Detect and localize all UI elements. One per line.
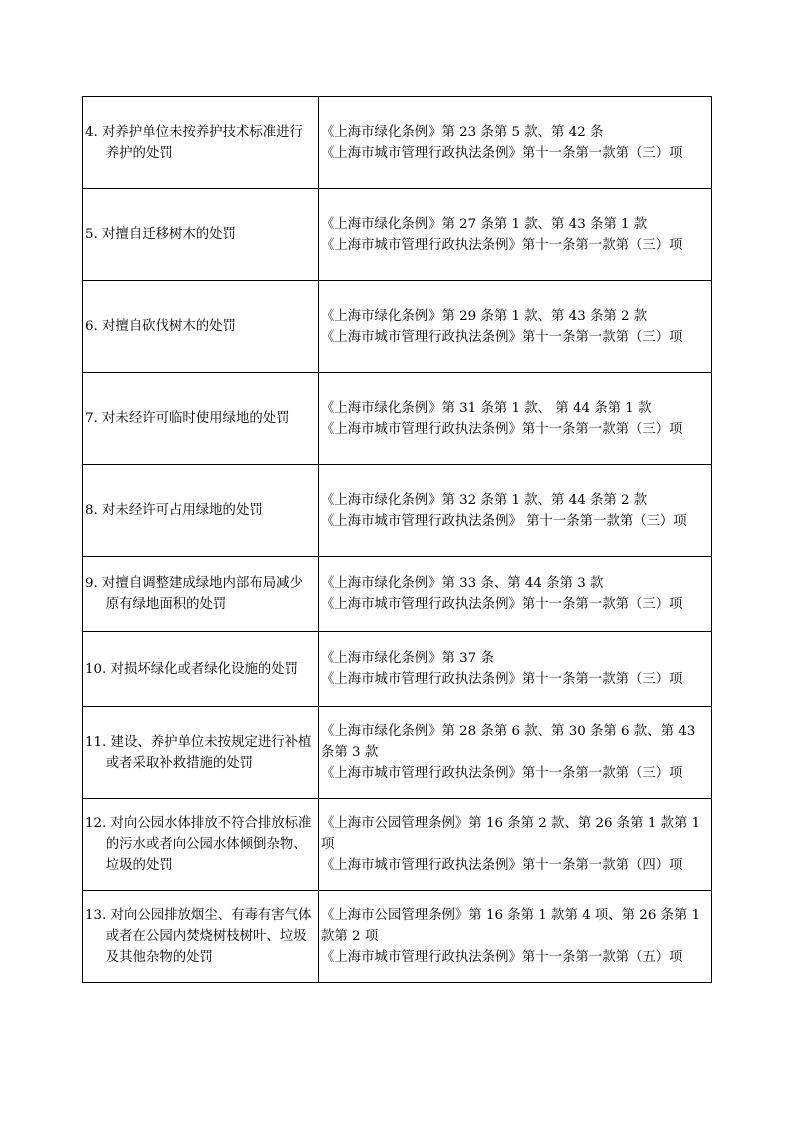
legal-basis-line: 《上海市公园管理条例》第 16 条第 2 款、第 26 条第 1 款第 1 项 xyxy=(321,816,701,852)
legal-basis-line: 《上海市城市管理行政执法条例》第十一条第一款第（三）项 xyxy=(321,597,683,612)
legal-basis-line: 《上海市城市管理行政执法条例》第十一条第一款第（三）项 xyxy=(321,237,683,253)
table-row xyxy=(83,557,712,632)
penalty-item-text: 12. 对向公园水体排放不符合排放标准的污水或者向公园水体倾倒杂物、垃圾的处罚 xyxy=(85,816,312,873)
penalty-item-cell xyxy=(83,97,319,189)
table-row xyxy=(83,281,712,373)
legal-basis-cell xyxy=(319,632,712,707)
legal-basis-line: 《上海市绿化条例》第 31 条第 1 款、 第 44 条第 1 款 xyxy=(321,400,652,416)
penalty-item-text: 7. 对未经许可临时使用绿地的处罚 xyxy=(85,411,290,426)
penalty-item-cell xyxy=(83,465,319,557)
penalty-item-text: 6. 对擅自砍伐树木的处罚 xyxy=(85,319,236,334)
legal-basis-line: 《上海市绿化条例》第 28 条第 6 款、第 30 条第 6 款、第 43 条第 3 款 xyxy=(321,724,696,760)
table-body xyxy=(83,97,712,983)
penalty-item-cell xyxy=(83,799,319,891)
legal-basis-cell xyxy=(319,189,712,281)
table-row xyxy=(83,465,712,557)
legal-basis-line: 《上海市城市管理行政执法条例》 第十一条第一款第（三）项 xyxy=(321,513,687,529)
table-row xyxy=(83,189,712,281)
legal-basis-line: 《上海市城市管理行政执法条例》第十一条第一款第（四）项 xyxy=(321,858,683,873)
penalty-item-cell xyxy=(83,373,319,465)
legal-basis-line: 《上海市绿化条例》第 32 条第 1 款、第 44 条第 2 款 xyxy=(321,492,648,508)
penalty-item-text: 13. 对向公园排放烟尘、有毒有害气体或者在公园内焚烧树枝树叶、垃圾及其他杂物的处罚 xyxy=(85,908,312,965)
legal-basis-cell xyxy=(319,373,712,465)
penalty-item-cell xyxy=(83,632,319,707)
legal-basis-cell xyxy=(319,97,712,189)
legal-basis-line: 《上海市公园管理条例》第 16 条第 1 款第 4 项、第 26 条第 1 款第 2 项 xyxy=(321,908,701,944)
penalty-basis-table xyxy=(82,96,712,983)
penalty-item-text: 11. 建设、养护单位未按规定进行补植或者采取补救措施的处罚 xyxy=(85,734,312,771)
penalty-item-text: 9. 对擅自调整建成绿地内部布局减少原有绿地面积的处罚 xyxy=(85,576,303,612)
legal-basis-cell xyxy=(319,799,712,891)
legal-basis-cell xyxy=(319,557,712,632)
legal-basis-line: 《上海市城市管理行政执法条例》第十一条第一款第（三）项 xyxy=(321,329,683,345)
legal-basis-line: 《上海市绿化条例》第 23 条第 5 款、第 42 条 xyxy=(321,124,604,140)
legal-basis-line: 《上海市绿化条例》第 29 条第 1 款、第 43 条第 2 款 xyxy=(321,308,648,324)
table-row xyxy=(83,891,712,983)
penalty-item-cell xyxy=(83,281,319,373)
penalty-item-cell xyxy=(83,557,319,632)
legal-basis-line: 《上海市绿化条例》第 33 条、第 44 条第 3 款 xyxy=(321,576,604,591)
table-row xyxy=(83,799,712,891)
legal-basis-cell xyxy=(319,891,712,983)
penalty-item-text: 5. 对擅自迁移树木的处罚 xyxy=(85,227,236,242)
table-row xyxy=(83,707,712,799)
legal-basis-cell xyxy=(319,281,712,373)
legal-basis-line: 《上海市绿化条例》第 27 条第 1 款、第 43 条第 1 款 xyxy=(321,216,648,232)
legal-basis-line: 《上海市绿化条例》第 37 条 xyxy=(321,651,494,666)
legal-basis-line: 《上海市城市管理行政执法条例》第十一条第一款第（五）项 xyxy=(321,950,683,965)
penalty-item-text: 8. 对未经许可占用绿地的处罚 xyxy=(85,503,263,518)
legal-basis-cell xyxy=(319,465,712,557)
penalty-item-cell xyxy=(83,707,319,799)
table-row xyxy=(83,632,712,707)
legal-basis-line: 《上海市城市管理行政执法条例》第十一条第一款第（三）项 xyxy=(321,421,683,437)
penalty-item-text: 10. 对损坏绿化或者绿化设施的处罚 xyxy=(85,661,299,677)
penalty-item-text: 4. 对养护单位未按养护技术标准进行养护的处罚 xyxy=(85,124,303,161)
penalty-item-cell xyxy=(83,189,319,281)
legal-basis-line: 《上海市城市管理行政执法条例》第十一条第一款第（三）项 xyxy=(321,672,683,687)
legal-basis-cell xyxy=(319,707,712,799)
table-row xyxy=(83,373,712,465)
table-row xyxy=(83,97,712,189)
penalty-item-cell xyxy=(83,891,319,983)
legal-basis-line: 《上海市城市管理行政执法条例》第十一条第一款第（三）项 xyxy=(321,145,683,161)
legal-basis-line: 《上海市城市管理行政执法条例》第十一条第一款第（三）项 xyxy=(321,766,683,781)
